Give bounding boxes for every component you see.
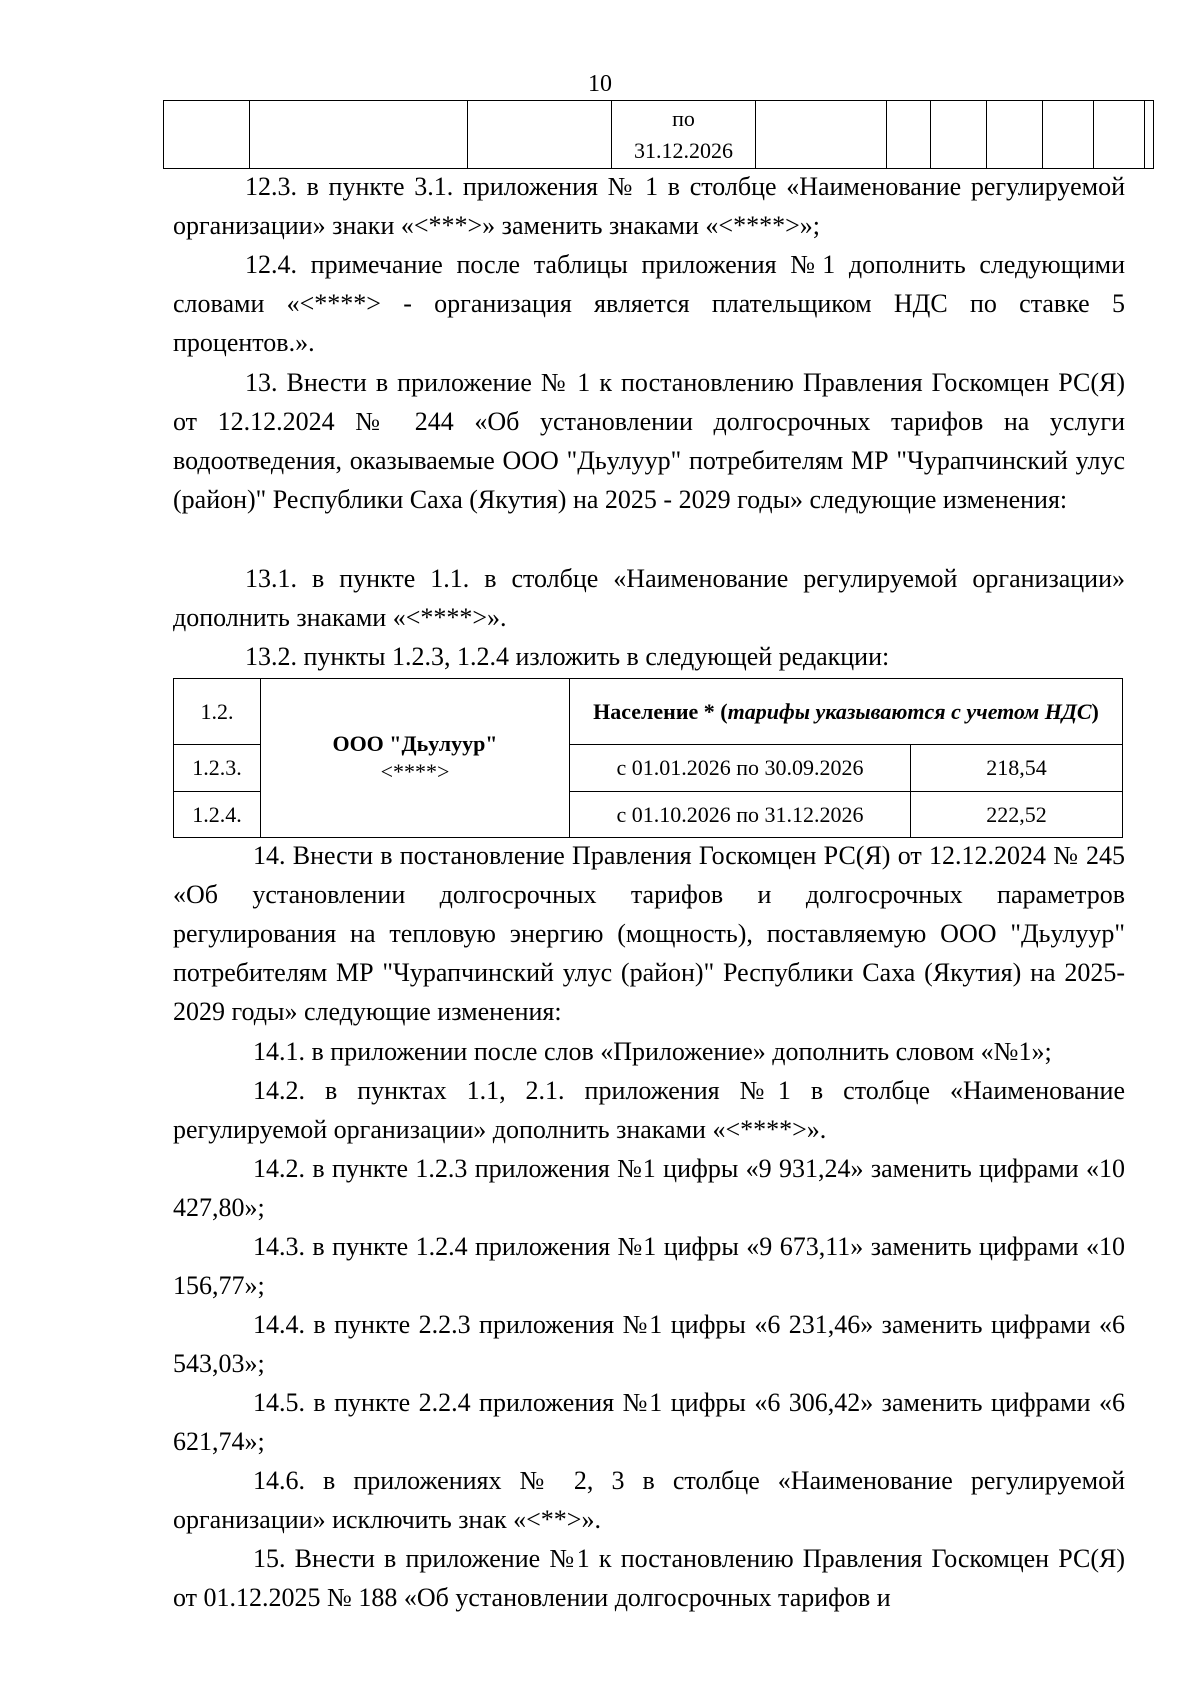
paragraph-14-3: 14.3. в пункте 1.2.4 приложения №1 цифры «9 673,11» заменить цифрами «10 156,77»; <box>173 1232 1125 1300</box>
organization-mark: <****> <box>380 759 450 784</box>
date-line-2: 31.12.2026 <box>634 137 733 163</box>
paragraph-14: 14. Внести в постановление Правления Госкомцен РС(Я) от 12.12.2024 № 245 «Об установлении долгосрочных тарифов и долгосрочных параметров регулирования на тепловую энергию (мощность), поставляемую ООО "Дьулуур" потребителям МР "Чурапчинский улус (район)" Республики Саха (Якутия) на 2025-2029 годы» следующие изменения: <box>173 841 1125 1026</box>
table-cell <box>756 101 887 169</box>
paragraph-14-6: 14.6. в приложениях № 2, 3 в столбце «Наименование регулируемой организации» исключить знак «<**>». <box>173 1466 1125 1534</box>
table-cell <box>1094 101 1145 169</box>
table-cell-date <box>612 101 756 169</box>
header-close: ) <box>1091 698 1099 724</box>
period-cell: с 01.10.2026 по 31.12.2026 <box>570 792 911 838</box>
header-note: тарифы указываются с учетом НДС <box>727 698 1092 724</box>
paragraph-14-5: 14.5. в пункте 2.2.4 приложения №1 цифры «6 306,42» заменить цифрами «6 621,74»; <box>173 1388 1125 1456</box>
row-number: 1.2.4. <box>174 792 261 838</box>
paragraph-12-3: 12.3. в пункте 3.1. приложения № 1 в столбце «Наименование регулируемой организации» знаки «<***>» заменить знаками «<****>»; <box>173 172 1125 240</box>
table-cell <box>887 101 931 169</box>
page-number: 10 <box>588 71 612 97</box>
paragraph-13: 13. Внести в приложение № 1 к постановлению Правления Госкомцен РС(Я) от 12.12.2024 № 244 «Об установлении долгосрочных тарифов на услуги водоотведения, оказываемые ООО "Дьулуур" потребителям МР "Чурапчинский улус (район)" Республики Саха (Якутия) на 2025 - 2029 годы» следующие изменения: <box>173 368 1125 514</box>
paragraph-14-1: 14.1. в приложении после слов «Приложение» дополнить словом «№1»; <box>253 1037 1052 1066</box>
tariff-value: 218,54 <box>911 745 1123 792</box>
table-cell <box>468 101 612 169</box>
paragraph-13-2: 13.2. пункты 1.2.3, 1.2.4 изложить в следующей редакции: <box>245 642 890 671</box>
table-cell <box>1043 101 1094 169</box>
table-cell <box>987 101 1043 169</box>
table-cell <box>1145 101 1154 169</box>
paragraph-12-4: 12.4. примечание после таблицы приложения №1 дополнить следующими словами «<****> - организация является плательщиком НДС по ставке 5 процентов.». <box>173 250 1125 357</box>
paragraph-14-4: 14.4. в пункте 2.2.3 приложения №1 цифры «6 231,46» заменить цифрами «6 543,03»; <box>173 1310 1125 1378</box>
header-population: Население * ( <box>593 698 728 724</box>
paragraph-14-2b: 14.2. в пункте 1.2.3 приложения №1 цифры «9 931,24» заменить цифрами «10 427,80»; <box>173 1154 1125 1222</box>
organization-name: ООО "Дьулуур" <box>332 731 498 756</box>
table-cell <box>931 101 987 169</box>
tariff-table <box>173 678 1123 838</box>
table-cell <box>164 101 250 169</box>
paragraph-14-2a: 14.2. в пунктах 1.1, 2.1. приложения №1 в столбце «Наименование регулируемой организации» дополнить знаками «<****>». <box>173 1076 1125 1144</box>
row-number: 1.2.3. <box>174 745 261 792</box>
paragraph-15: 15. Внести в приложение №1 к постановлению Правления Госкомцен РС(Я) от 01.12.2025 № 188 «Об установлении долгосрочных тарифов и <box>173 1544 1125 1612</box>
tariff-value: 222,52 <box>911 792 1123 838</box>
table-header <box>570 679 1123 745</box>
continued-table-fragment <box>163 100 1154 169</box>
row-number: 1.2. <box>174 679 261 745</box>
table-cell <box>250 101 468 169</box>
date-line-1: по <box>672 105 695 131</box>
organization-cell <box>261 679 570 838</box>
period-cell: с 01.01.2026 по 30.09.2026 <box>570 745 911 792</box>
paragraph-13-1: 13.1. в пункте 1.1. в столбце «Наименование регулируемой организации» дополнить знаками «<****>». <box>173 564 1125 632</box>
